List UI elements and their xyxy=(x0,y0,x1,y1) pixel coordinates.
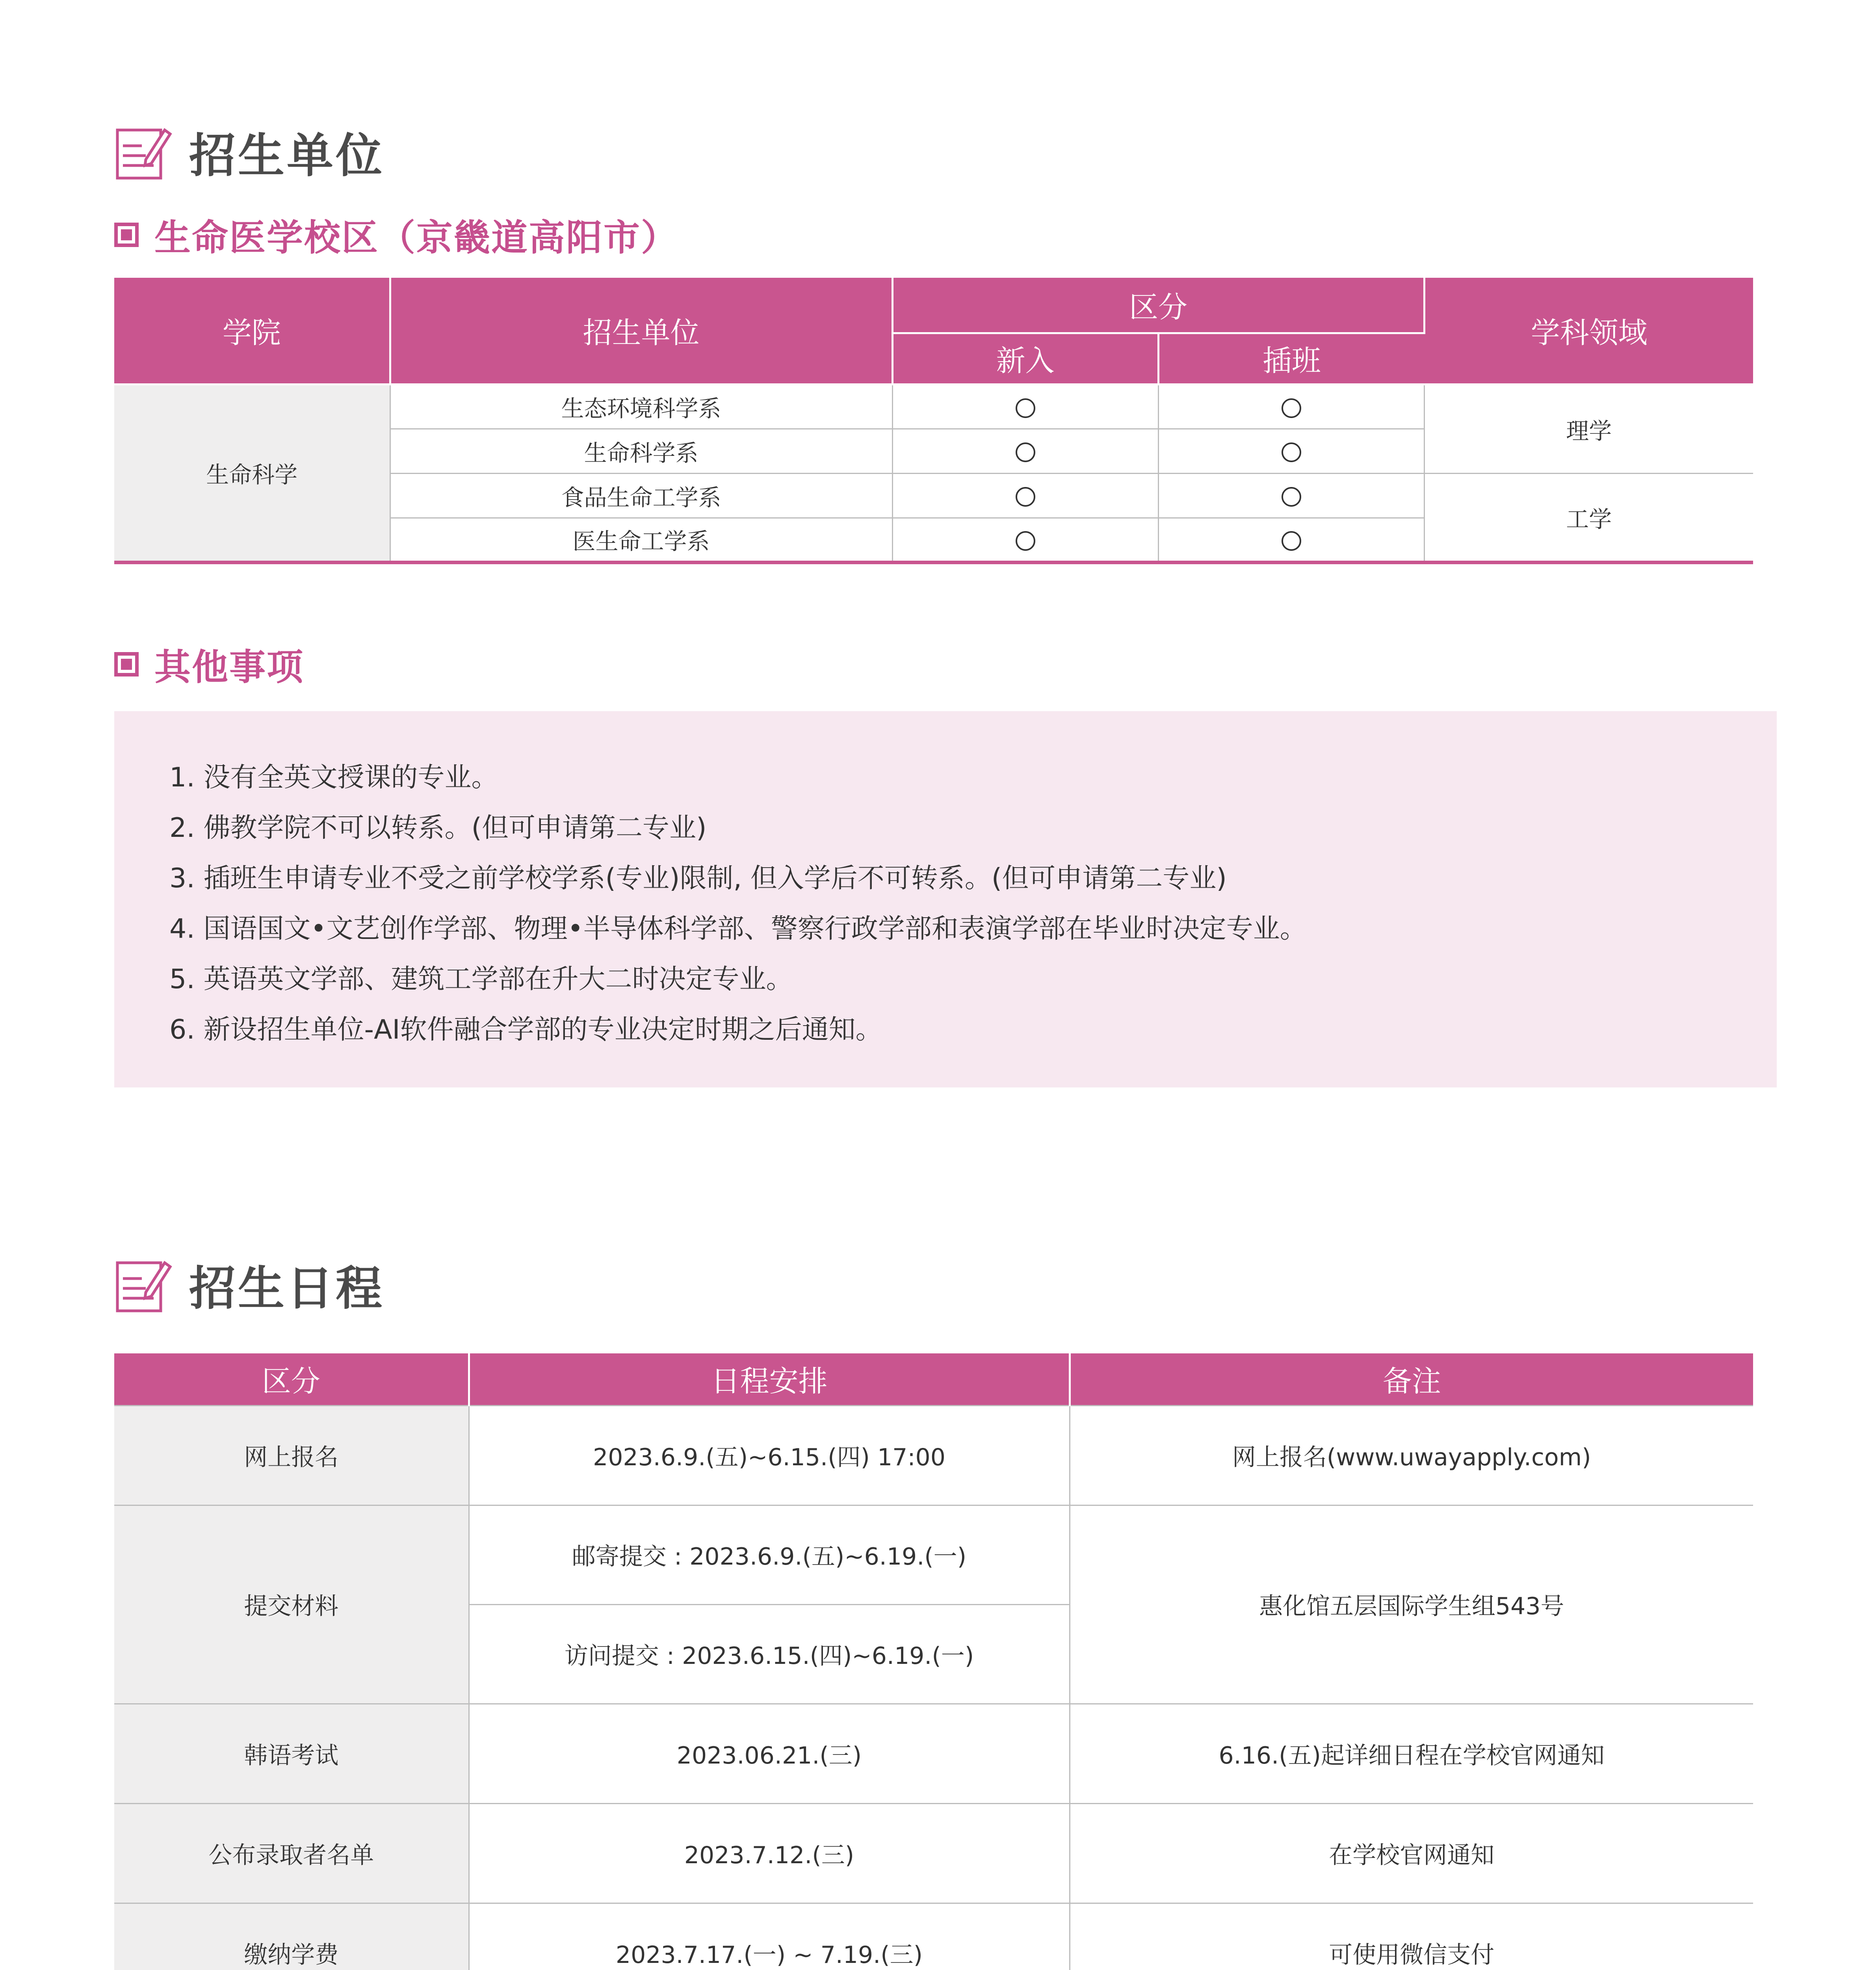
notepad-pencil-icon xyxy=(114,1255,173,1314)
table-row xyxy=(114,1505,1753,1604)
remark-cell: 网上报名(www.uwayapply.com) xyxy=(1070,1405,1753,1505)
circle-mark-icon xyxy=(1016,487,1035,507)
category-cell: 韩语考试 xyxy=(114,1704,469,1803)
section-title: 招生日程 xyxy=(189,1261,385,1316)
circle-mark-icon xyxy=(1282,531,1301,551)
subheading-campus xyxy=(114,209,678,261)
subheading-text: 生命医学校区（京畿道高阳市） xyxy=(154,217,679,259)
schedule-cell: 2023.06.21.(三) xyxy=(469,1704,1070,1803)
category-cell: 网上报名 xyxy=(114,1405,469,1505)
schedule-cell: 访问提交 : 2023.6.15.(四)~6.19.(一) xyxy=(469,1604,1070,1704)
category-cell: 提交材料 xyxy=(114,1505,469,1704)
header-transfer: 插班 xyxy=(1158,333,1424,384)
note-item: 5. 英语英文学部、建筑工学部在升大二时决定专业。 xyxy=(169,964,793,995)
section-heading-units xyxy=(114,118,384,185)
square-bullet-icon xyxy=(114,652,139,676)
remark-cell: 惠化馆五层国际学生组543号 xyxy=(1070,1505,1753,1704)
circle-mark-icon xyxy=(1016,442,1035,462)
section-title: 招生单位 xyxy=(189,128,385,183)
section-heading-schedule xyxy=(114,1251,384,1318)
note-item: 4. 国语国文•文艺创作学部、物理•半导体科学部、警察行政学部和表演学部在毕业时决定专业。 xyxy=(169,913,1307,944)
header-category: 区分 xyxy=(892,278,1424,333)
unit-cell: 医生命工学系 xyxy=(390,518,892,562)
remark-cell: 6.16.(五)起详细日程在学校官网通知 xyxy=(1070,1704,1753,1803)
units-table xyxy=(114,278,1753,564)
subheading-text: 其他事项 xyxy=(154,646,305,688)
remark-cell: 在学校官网通知 xyxy=(1070,1803,1753,1903)
table-row xyxy=(114,1903,1753,1970)
unit-cell: 生命科学系 xyxy=(390,429,892,473)
header-remark: 备注 xyxy=(1070,1353,1753,1405)
table-row xyxy=(114,1405,1753,1505)
circle-mark-icon xyxy=(1016,398,1035,418)
header-college: 学院 xyxy=(114,278,390,384)
header-unit: 招生单位 xyxy=(390,278,892,384)
college-cell: 生命科学 xyxy=(114,384,390,562)
subheading-other xyxy=(114,638,304,690)
header-category: 区分 xyxy=(114,1353,469,1405)
unit-cell: 生态环境科学系 xyxy=(390,384,892,429)
circle-mark-icon xyxy=(1016,531,1035,551)
table-row xyxy=(114,1704,1753,1803)
note-item: 1. 没有全英文授课的专业。 xyxy=(169,762,498,793)
note-item: 6. 新设招生单位-AI软件融合学部的专业决定时期之后通知。 xyxy=(169,1014,882,1045)
note-item: 2. 佛教学院不可以转系。(但可申请第二专业) xyxy=(169,812,707,844)
table-row xyxy=(114,1803,1753,1903)
schedule-cell: 邮寄提交 : 2023.6.9.(五)~6.19.(一) xyxy=(469,1505,1070,1604)
header-schedule: 日程安排 xyxy=(469,1353,1070,1405)
category-cell: 公布录取者名单 xyxy=(114,1803,469,1903)
schedule-cell: 2023.6.9.(五)~6.15.(四) 17:00 xyxy=(469,1405,1070,1505)
field-cell: 理学 xyxy=(1424,384,1753,473)
schedule-cell: 2023.7.12.(三) xyxy=(469,1803,1070,1903)
header-new: 新入 xyxy=(892,333,1158,384)
circle-mark-icon xyxy=(1282,487,1301,507)
header-field: 学科领域 xyxy=(1424,278,1753,384)
remark-cell: 可使用微信支付 xyxy=(1070,1903,1753,1970)
notes-box xyxy=(114,711,1777,1087)
field-cell: 工学 xyxy=(1424,473,1753,562)
table-row xyxy=(114,384,1753,429)
circle-mark-icon xyxy=(1282,442,1301,462)
unit-cell: 食品生命工学系 xyxy=(390,473,892,518)
schedule-table xyxy=(114,1353,1753,1970)
category-cell: 缴纳学费 xyxy=(114,1903,469,1970)
circle-mark-icon xyxy=(1282,398,1301,418)
note-item: 3. 插班生申请专业不受之前学校学系(专业)限制, 但入学后不可转系。(但可申请第二专业) xyxy=(169,863,1227,894)
square-bullet-icon xyxy=(114,223,139,247)
schedule-cell: 2023.7.17.(一) ~ 7.19.(三) xyxy=(469,1903,1070,1970)
notepad-pencil-icon xyxy=(114,122,173,181)
